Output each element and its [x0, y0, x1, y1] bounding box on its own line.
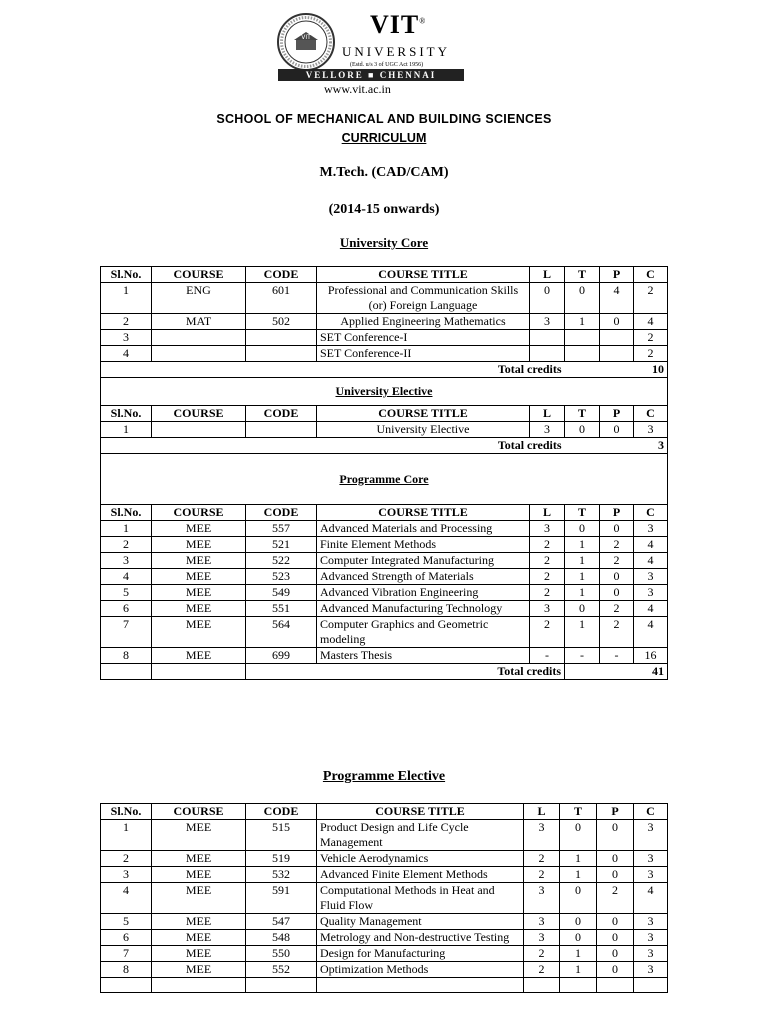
column-header-l: L: [530, 406, 565, 422]
cell-code: 522: [246, 553, 317, 569]
cell-course: MEE: [152, 617, 246, 648]
cell-c: 3: [634, 521, 668, 537]
cell-c: 3: [634, 962, 668, 978]
cell-course: MEE: [152, 820, 246, 851]
cell-t: 0: [560, 883, 597, 914]
cell-t: 1: [560, 867, 597, 883]
total-row: [101, 438, 668, 454]
table-header-row: [101, 406, 668, 422]
total-credits-label: Total credits: [246, 664, 565, 680]
total-credits-label: Total credits: [101, 438, 565, 454]
cell-t: [565, 330, 600, 346]
cell-l: 3: [530, 601, 565, 617]
cell-course: MEE: [152, 585, 246, 601]
university-elective-heading: University Elective: [101, 378, 668, 406]
cell-code: 557: [246, 521, 317, 537]
cell-title: Advanced Strength of Materials: [317, 569, 530, 585]
blank-cell: [560, 978, 597, 993]
cell-l: 2: [530, 585, 565, 601]
cell-slno: 6: [101, 930, 152, 946]
cell-course: ENG: [152, 283, 246, 314]
cell-p: [600, 346, 634, 362]
cell-c: 3: [634, 820, 668, 851]
cell-course: [152, 346, 246, 362]
cell-t: 1: [560, 851, 597, 867]
cell-slno: 3: [101, 553, 152, 569]
cell-course: MEE: [152, 914, 246, 930]
column-header-c: C: [634, 804, 668, 820]
cell-code: 551: [246, 601, 317, 617]
cell-code: 547: [246, 914, 317, 930]
cell-course: MEE: [152, 601, 246, 617]
cell-c: 4: [634, 617, 668, 648]
cell-l: 3: [524, 930, 560, 946]
column-header-c: C: [634, 267, 668, 283]
cell-title: Advanced Materials and Processing: [317, 521, 530, 537]
cell-l: 2: [530, 569, 565, 585]
total-row: [101, 362, 668, 378]
column-header-c: C: [634, 406, 668, 422]
column-header-slno: Sl.No.: [101, 505, 152, 521]
blank-cell: [317, 978, 524, 993]
cell-t: 1: [565, 314, 600, 330]
brand-estd: (Estd. u/s 3 of UGC Act 1956): [350, 62, 424, 68]
cell-l: 2: [530, 617, 565, 648]
cell-slno: 3: [101, 330, 152, 346]
cell-t: -: [565, 648, 600, 664]
cell-slno: 1: [101, 422, 152, 438]
year-title: (2014-15 onwards): [328, 202, 440, 217]
table-row: [101, 283, 668, 314]
cell-course: [152, 330, 246, 346]
blank-cell: [246, 978, 317, 993]
cell-code: [246, 422, 317, 438]
column-header-l: L: [530, 505, 565, 521]
cell-c: 3: [634, 422, 668, 438]
cell-code: 552: [246, 962, 317, 978]
blank-row: [101, 978, 668, 993]
cell-course: [152, 422, 246, 438]
programme-elective-table: [100, 803, 668, 993]
cell-t: 0: [560, 914, 597, 930]
cell-title: SET Conference-II: [317, 346, 530, 362]
cell-t: 1: [565, 537, 600, 553]
cell-course: MEE: [152, 521, 246, 537]
cell-title: Optimization Methods: [317, 962, 524, 978]
table-header-row: [101, 804, 668, 820]
cell-slno: 4: [101, 569, 152, 585]
total-credits-value: 10: [565, 362, 668, 378]
cell-c: 16: [634, 648, 668, 664]
cell-p: 0: [597, 946, 634, 962]
cell-course: MEE: [152, 930, 246, 946]
cell-l: 2: [524, 867, 560, 883]
cell-title: University Elective: [317, 422, 530, 438]
blank-cell: [152, 664, 246, 680]
cell-l: -: [530, 648, 565, 664]
column-header-title: COURSE TITLE: [317, 267, 530, 283]
cell-l: 3: [530, 422, 565, 438]
column-header-p: P: [600, 406, 634, 422]
column-header-slno: Sl.No.: [101, 267, 152, 283]
total-credits-value: 3: [565, 438, 668, 454]
cell-t: 0: [560, 820, 597, 851]
cell-p: 0: [597, 820, 634, 851]
column-header-l: L: [524, 804, 560, 820]
programme-elective-heading: Programme Elective: [322, 769, 446, 784]
cell-c: 3: [634, 930, 668, 946]
cell-slno: 2: [101, 537, 152, 553]
cell-l: 3: [524, 883, 560, 914]
cell-c: 3: [634, 867, 668, 883]
column-header-slno: Sl.No.: [101, 406, 152, 422]
cell-slno: 5: [101, 585, 152, 601]
cell-c: 2: [634, 330, 668, 346]
blank-cell: [152, 978, 246, 993]
cell-slno: 8: [101, 648, 152, 664]
table-row: [101, 601, 668, 617]
cell-p: 2: [600, 553, 634, 569]
table-row: [101, 314, 668, 330]
cell-slno: 3: [101, 867, 152, 883]
column-header-slno: Sl.No.: [101, 804, 152, 820]
cell-course: MEE: [152, 851, 246, 867]
cell-code: 515: [246, 820, 317, 851]
cell-title: Advanced Finite Element Methods: [317, 867, 524, 883]
column-header-l: L: [530, 267, 565, 283]
table-row: [101, 569, 668, 585]
cell-l: 2: [524, 851, 560, 867]
cell-p: [600, 330, 634, 346]
cell-l: 3: [530, 314, 565, 330]
cell-code: 502: [246, 314, 317, 330]
cell-code: 548: [246, 930, 317, 946]
cell-title: Computational Methods in Heat and Fluid Flow: [317, 883, 524, 914]
cell-c: 2: [634, 346, 668, 362]
cell-course: MEE: [152, 648, 246, 664]
cell-slno: 1: [101, 283, 152, 314]
cell-p: 0: [600, 314, 634, 330]
cell-title: Applied Engineering Mathematics: [317, 314, 530, 330]
column-header-code: CODE: [246, 267, 317, 283]
cell-t: [565, 346, 600, 362]
column-header-p: P: [597, 804, 634, 820]
cell-slno: 1: [101, 521, 152, 537]
column-header-course: COURSE: [152, 267, 246, 283]
cell-title: Professional and Communication Skills (or) Foreign Language: [317, 283, 530, 314]
table-row: [101, 422, 668, 438]
cell-p: 0: [600, 521, 634, 537]
blank-cell: [597, 978, 634, 993]
cell-code: 521: [246, 537, 317, 553]
table-row: [101, 962, 668, 978]
university-seal-icon: [276, 12, 336, 72]
cell-course: MAT: [152, 314, 246, 330]
cell-p: -: [600, 648, 634, 664]
blank-cell: [101, 978, 152, 993]
cell-c: 3: [634, 569, 668, 585]
curriculum-title: CURRICULUM: [341, 131, 427, 145]
cell-c: 4: [634, 883, 668, 914]
table-row: [101, 521, 668, 537]
table-row: [101, 537, 668, 553]
programme-core-heading: Programme Core: [101, 454, 668, 505]
brand-name: VIT®: [370, 10, 427, 39]
cell-c: 3: [634, 851, 668, 867]
column-header-title: COURSE TITLE: [317, 804, 524, 820]
cell-slno: 8: [101, 962, 152, 978]
cell-course: MEE: [152, 553, 246, 569]
cell-code: 519: [246, 851, 317, 867]
cell-course: MEE: [152, 946, 246, 962]
cell-p: 2: [600, 537, 634, 553]
cell-l: [530, 330, 565, 346]
cell-course: MEE: [152, 883, 246, 914]
cell-code: 591: [246, 883, 317, 914]
cell-slno: 2: [101, 851, 152, 867]
cell-title: Advanced Vibration Engineering: [317, 585, 530, 601]
cell-title: Masters Thesis: [317, 648, 530, 664]
cell-course: MEE: [152, 867, 246, 883]
cell-t: 1: [565, 617, 600, 648]
table-row: [101, 648, 668, 664]
cell-code: 549: [246, 585, 317, 601]
table-row: [101, 617, 668, 648]
cell-c: 3: [634, 585, 668, 601]
university-core-heading: University Core: [339, 235, 429, 250]
cell-t: 0: [565, 601, 600, 617]
column-header-c: C: [634, 505, 668, 521]
column-header-t: T: [565, 267, 600, 283]
column-header-code: CODE: [246, 804, 317, 820]
section-row: [101, 454, 668, 505]
blank-cell: [634, 978, 668, 993]
cell-c: 4: [634, 553, 668, 569]
cell-l: 2: [524, 962, 560, 978]
cell-slno: 7: [101, 617, 152, 648]
cell-c: 3: [634, 946, 668, 962]
cell-c: 4: [634, 537, 668, 553]
cell-code: 532: [246, 867, 317, 883]
svg-text:VIT: VIT: [301, 34, 311, 41]
cell-p: 0: [597, 914, 634, 930]
cell-p: 0: [597, 962, 634, 978]
table-row: [101, 330, 668, 346]
cell-slno: 1: [101, 820, 152, 851]
cell-code: 601: [246, 283, 317, 314]
school-title: SCHOOL OF MECHANICAL AND BUILDING SCIENCES: [216, 112, 552, 126]
cell-t: 1: [565, 569, 600, 585]
cell-c: 4: [634, 314, 668, 330]
cell-t: 1: [560, 946, 597, 962]
column-header-title: COURSE TITLE: [317, 505, 530, 521]
cell-course: MEE: [152, 569, 246, 585]
cell-t: 0: [560, 930, 597, 946]
cell-c: 3: [634, 914, 668, 930]
cell-t: 1: [560, 962, 597, 978]
cell-slno: 5: [101, 914, 152, 930]
column-header-code: CODE: [246, 505, 317, 521]
column-header-title: COURSE TITLE: [317, 406, 530, 422]
column-header-t: T: [565, 505, 600, 521]
column-header-course: COURSE: [152, 804, 246, 820]
column-header-p: P: [600, 505, 634, 521]
table-row: [101, 851, 668, 867]
cell-title: Computer Integrated Manufacturing: [317, 553, 530, 569]
total-credits-value: 41: [565, 664, 668, 680]
cell-code: 550: [246, 946, 317, 962]
cell-title: SET Conference-I: [317, 330, 530, 346]
column-header-t: T: [565, 406, 600, 422]
cell-l: 2: [530, 553, 565, 569]
cell-title: Product Design and Life Cycle Management: [317, 820, 524, 851]
cell-c: 2: [634, 283, 668, 314]
column-header-code: CODE: [246, 406, 317, 422]
cell-c: 4: [634, 601, 668, 617]
table-row: [101, 820, 668, 851]
cell-l: 2: [524, 946, 560, 962]
cell-l: 0: [530, 283, 565, 314]
cell-title: Computer Graphics and Geometric modeling: [317, 617, 530, 648]
cell-p: 0: [600, 569, 634, 585]
cell-l: [530, 346, 565, 362]
cell-code: [246, 330, 317, 346]
cell-code: 523: [246, 569, 317, 585]
cell-p: 0: [600, 422, 634, 438]
cell-l: 2: [530, 537, 565, 553]
blank-cell: [524, 978, 560, 993]
cell-p: 0: [600, 585, 634, 601]
blank-cell: [101, 664, 152, 680]
cell-slno: 6: [101, 601, 152, 617]
cell-t: 0: [565, 283, 600, 314]
brand-university: UNIVERSITY: [342, 44, 450, 59]
cell-p: 0: [597, 867, 634, 883]
section-row: [101, 378, 668, 406]
cell-t: 0: [565, 422, 600, 438]
table-row: [101, 883, 668, 914]
cell-t: 0: [565, 521, 600, 537]
table-row: [101, 914, 668, 930]
cell-course: MEE: [152, 962, 246, 978]
cell-p: 0: [597, 930, 634, 946]
programme-title: M.Tech. (CAD/CAM): [319, 165, 449, 180]
total-row: [101, 664, 668, 680]
cell-title: Metrology and Non-destructive Testing: [317, 930, 524, 946]
table-row: [101, 946, 668, 962]
table-row: [101, 553, 668, 569]
cell-title: Design for Manufacturing: [317, 946, 524, 962]
cell-p: 2: [597, 883, 634, 914]
cell-slno: 4: [101, 883, 152, 914]
cell-t: 1: [565, 585, 600, 601]
table-row: [101, 867, 668, 883]
vit-logo: [276, 12, 466, 96]
cell-t: 1: [565, 553, 600, 569]
cell-p: 0: [597, 851, 634, 867]
table-header-row: [101, 267, 668, 283]
column-header-p: P: [600, 267, 634, 283]
total-credits-label: Total credits: [101, 362, 565, 378]
cell-slno: 2: [101, 314, 152, 330]
column-header-t: T: [560, 804, 597, 820]
website-url: www.vit.ac.in: [324, 82, 391, 96]
curriculum-table: [100, 266, 668, 680]
cell-slno: 4: [101, 346, 152, 362]
table-header-row: [101, 505, 668, 521]
table-row: [101, 346, 668, 362]
cell-course: MEE: [152, 537, 246, 553]
cell-p: 4: [600, 283, 634, 314]
table-row: [101, 930, 668, 946]
cell-l: 3: [530, 521, 565, 537]
cell-title: Vehicle Aerodynamics: [317, 851, 524, 867]
cell-code: 699: [246, 648, 317, 664]
cell-l: 3: [524, 914, 560, 930]
campus-bar: VELLORE ■ CHENNAI: [278, 69, 464, 81]
cell-slno: 7: [101, 946, 152, 962]
cell-l: 3: [524, 820, 560, 851]
cell-title: Advanced Manufacturing Technology: [317, 601, 530, 617]
cell-p: 2: [600, 601, 634, 617]
column-header-course: COURSE: [152, 505, 246, 521]
column-header-course: COURSE: [152, 406, 246, 422]
cell-code: [246, 346, 317, 362]
table-row: [101, 585, 668, 601]
cell-code: 564: [246, 617, 317, 648]
cell-p: 2: [600, 617, 634, 648]
cell-title: Quality Management: [317, 914, 524, 930]
cell-title: Finite Element Methods: [317, 537, 530, 553]
